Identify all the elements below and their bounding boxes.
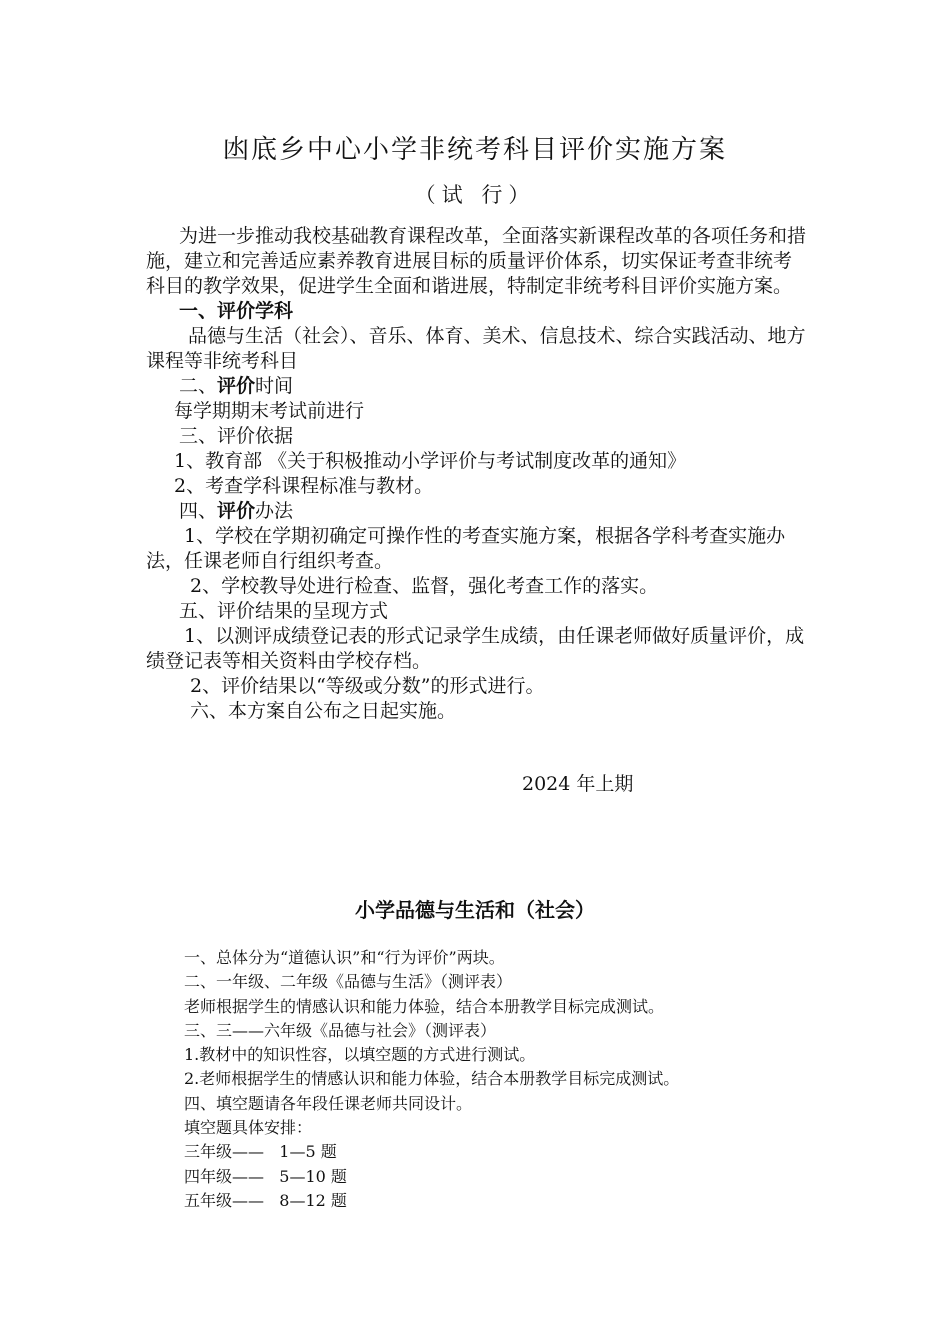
- section-2-text: 每学期期末考试前进行: [174, 400, 365, 422]
- section-5-item-2: 2、评价结果以“等级或分数”的形式进行。: [190, 675, 545, 697]
- list-item: 二、一年级、二年级《品德与生活》（测评表）: [184, 972, 513, 992]
- document-title: 凼底乡中心小学非统考科目评价实施方案: [222, 135, 727, 165]
- section-3-heading: 三、评价依据: [179, 425, 294, 447]
- intro-paragraph: 为进一步推动我校基础教育课程改革，全面落实新课程改革的各项任务和措施，建立和完善适应素养教育进展目标的质量评价体系，切实保证考查非统考科目的教学效果，促进学生全面和谐进展，特制定非统考科目评价实施方案。: [146, 225, 807, 297]
- list-item: 四年级—— 5—10 题: [184, 1166, 347, 1186]
- list-item: 1.教材中的知识性容，以填空题的方式进行测试。: [184, 1045, 536, 1065]
- section-2-heading: [146, 374, 810, 399]
- document-body: [146, 224, 810, 724]
- section-4-heading: [146, 499, 810, 524]
- section-3-item-1: 1、教育部 《关于积极推动小学评价与考试制度改革的通知》: [174, 450, 687, 472]
- list-item: 填空题具体安排：: [184, 1118, 313, 1138]
- section-3-item-2: 2、考查学科课程标准与教材。: [174, 475, 434, 497]
- section-2-list: [184, 946, 804, 1213]
- list-item: 老师根据学生的情感认识和能力体验，结合本册教学目标完成测试。: [184, 996, 665, 1016]
- section-2-heading-num: 二、: [179, 375, 218, 397]
- section-5-heading: 五、评价结果的呈现方式: [179, 600, 389, 622]
- list-item: 三、三——六年级《品德与社会》（测评表）: [184, 1020, 497, 1040]
- list-item: 三年级—— 1—5 题: [184, 1142, 337, 1162]
- section-1-text: 品德与生活（社会）、音乐、体育、美术、信息技术、综合实践活动、地方课程等非统考科目: [146, 325, 806, 372]
- section-5-item-1: 1、以测评成绩登记表的形式记录学生成绩，由任课老师做好质量评价，成绩登记表等相关资料由学校存档。: [146, 625, 805, 672]
- section-4-heading-num: 四、: [179, 500, 218, 522]
- section-2-heading-rest: 时间: [255, 375, 294, 397]
- section-2-heading-bold: 评价: [217, 375, 256, 397]
- list-item: 一、总体分为“道德认识”和“行为评价”两块。: [184, 948, 505, 967]
- section-4-item-1: 1、学校在学期初确定可操作性的考查实施方案，根据各学科考查实施办法，任课老师自行组织考查。: [146, 525, 786, 572]
- section-4-heading-bold: 评价: [217, 500, 256, 522]
- document-subtitle: （试 行）: [414, 183, 536, 207]
- list-item: 五年级—— 8—12 题: [184, 1190, 347, 1210]
- section-4-heading-rest: 办法: [255, 500, 294, 522]
- list-item: 四、填空题请各年段任课老师共同设计。: [184, 1093, 473, 1113]
- section-4-item-2: 2、学校教导处进行检查、监督，强化考查工作的落实。: [190, 575, 659, 597]
- section-6-text: 六、本方案自公布之日起实施。: [190, 700, 457, 722]
- list-item: 2.老师根据学生的情感认识和能力体验，结合本册教学目标完成测试。: [184, 1069, 680, 1089]
- document-date: 2024 年上期: [522, 773, 634, 795]
- section-2-title: 小学品德与生活和（社会）: [355, 898, 595, 922]
- section-1-heading: 一、评价学科: [179, 300, 294, 322]
